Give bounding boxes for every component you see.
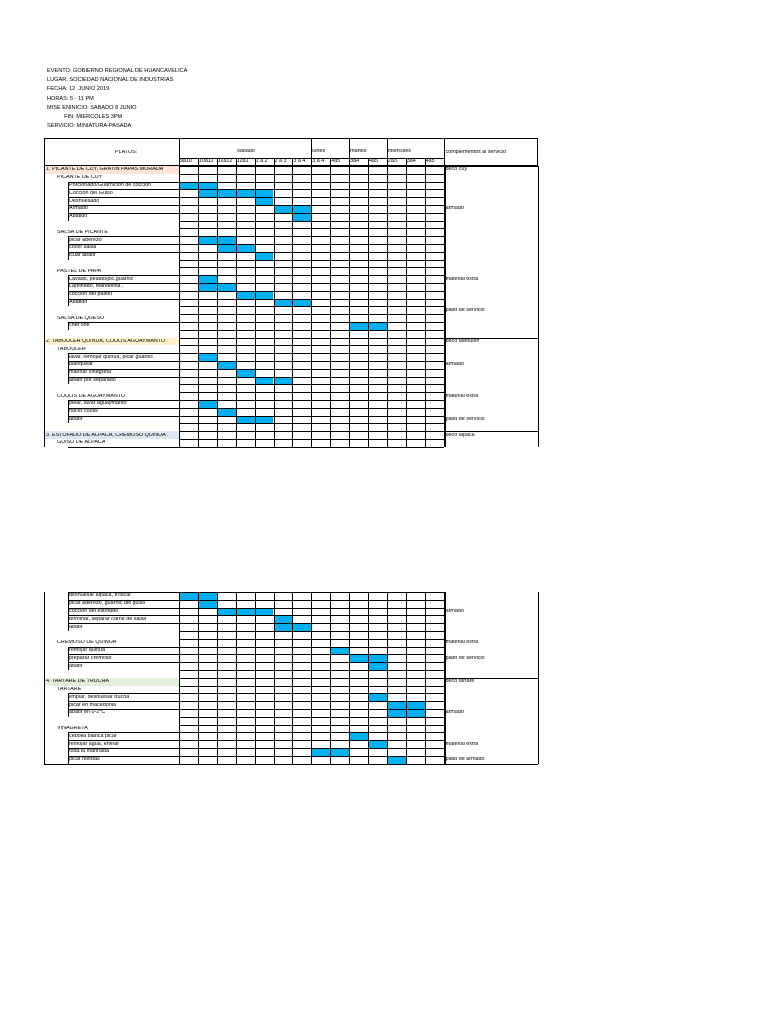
hour-header: 3a4: [406, 159, 416, 164]
grid-line: [349, 158, 350, 166]
grid-line: [68, 608, 69, 616]
hour-header: 3 a 4: [312, 159, 325, 164]
gantt-bar: [255, 252, 274, 260]
task-label: cebolla blanca picar: [69, 733, 117, 739]
section-title: 1. PICANTE DE CUY, GRATIN PAPAS MORADA: [46, 167, 164, 173]
gantt-bar: [311, 748, 330, 756]
component-title: COULIS DE AGUAYMANTO: [57, 393, 126, 399]
grid-line: [236, 166, 237, 447]
grid-line: [68, 244, 179, 245]
grid-line: [217, 158, 218, 166]
task-label: Abatido: [69, 300, 88, 305]
gantt-bar: [217, 608, 236, 616]
day-header: martes: [350, 149, 367, 154]
hour-header: 4a5: [331, 159, 341, 164]
grid-line: [274, 158, 275, 166]
gantt-bar: [292, 213, 311, 221]
grid-line: [68, 732, 69, 740]
gantt-bar: [217, 408, 236, 416]
gantt-bar: [236, 608, 255, 616]
grid-line: [68, 197, 179, 198]
grid-line: [255, 166, 256, 447]
gantt-bar: [349, 732, 368, 740]
grid-line: [179, 166, 180, 447]
gantt-bar: [236, 369, 255, 377]
grid-line: [68, 205, 179, 206]
complemento-note: material extra: [445, 741, 479, 747]
header-line: FECHA: 12 JUNIO 2019: [47, 86, 110, 93]
grid-line: [68, 662, 179, 663]
grid-line: [445, 166, 446, 447]
grid-line: [68, 654, 69, 662]
gantt-bar: [255, 189, 274, 197]
gantt-bar: [179, 592, 198, 600]
gantt-bar: [236, 291, 255, 299]
hour-header: 3 a 4: [293, 159, 306, 164]
grid-line: [406, 158, 407, 166]
task-label: hacer coulis: [69, 409, 98, 415]
grid-line: [68, 408, 69, 416]
grid-line: [198, 158, 199, 166]
grid-line: [68, 693, 179, 694]
grid-line: [68, 236, 69, 244]
header-line: HORAS: 5 - 11 PM: [47, 95, 94, 102]
complemento-note: material extra: [445, 640, 479, 646]
gantt-bar: [217, 244, 236, 252]
task-label: Armado: [69, 206, 88, 212]
grid-line: [217, 592, 218, 764]
task-label: picar aderezo, guarnic del guiso: [69, 601, 146, 607]
header-line: LUGAR: SOCIEDAD NACIONAL DE INDUSTRIAS: [47, 77, 174, 84]
task-label: picar en macedonia: [69, 702, 117, 708]
grid-line: [68, 353, 69, 361]
complemento-note: material extra: [445, 276, 479, 282]
grid-line: [274, 592, 275, 764]
grid-line: [387, 166, 388, 447]
task-label: abatir: [69, 663, 83, 669]
platos-header: PLATOS:: [115, 150, 138, 155]
grid-line: [68, 299, 69, 307]
grid-line: [68, 400, 179, 401]
grid-line: [68, 182, 69, 190]
grid-line: [349, 592, 350, 764]
grid-line: [68, 647, 69, 655]
grid-line: [68, 756, 69, 764]
header-line: EVENTO: GOBIERNO REGIONAL DE HUANCAVELICA: [47, 68, 188, 74]
grid-line: [349, 166, 350, 447]
grid-line: [179, 447, 444, 448]
grid-line: [368, 592, 369, 764]
complemento-note: armado: [445, 362, 464, 368]
grid-line: [444, 166, 538, 167]
grid-line: [444, 678, 538, 679]
task-label: Laminado, Mandolina ,: [69, 284, 124, 290]
grid-line: [68, 283, 179, 284]
grid-line: [368, 158, 369, 166]
gantt-bar: [217, 361, 236, 369]
component-title: SALSA DE QUESO: [57, 315, 105, 321]
grid-line: [68, 709, 179, 710]
gantt-bar: [255, 416, 274, 424]
gantt-bar: [198, 236, 217, 244]
task-label: picar hierbas: [69, 757, 100, 763]
gantt-bar: [255, 608, 274, 616]
hour-header: 2a3: [387, 159, 397, 164]
gantt-bar: [255, 291, 274, 299]
task-label: coccion del pastel: [69, 292, 112, 298]
task-label: lavar, remojar quinua, picar guarnic: [69, 354, 154, 360]
hour-header: 4a5: [369, 159, 378, 164]
component-title: CREMOSO DE QUINUA: [57, 640, 117, 646]
hour-header: 11a12: [217, 159, 233, 164]
grid-line: [68, 408, 179, 409]
grid-line: [68, 740, 69, 748]
grid-line: [68, 748, 69, 756]
gantt-bar: [368, 654, 387, 662]
grid-line: [68, 283, 69, 291]
grid-line: [330, 166, 331, 447]
complemento-note: deco cuy: [445, 167, 468, 173]
grid-line: [311, 158, 312, 166]
gantt-bar: [387, 756, 406, 764]
grid-line: [330, 592, 331, 764]
grid-line: [68, 369, 179, 370]
component-title: PASTEL DE PAPA: [57, 268, 102, 274]
grid-line: [68, 693, 69, 701]
grid-line: [255, 158, 256, 166]
grid-line: [425, 158, 426, 166]
task-label: abatir por separado: [69, 378, 116, 383]
grid-line: [68, 369, 69, 377]
grid-line: [68, 701, 179, 702]
gantt-bar: [349, 322, 368, 330]
grid-line: [68, 182, 179, 183]
grid-line: [179, 592, 180, 764]
grid-line: [538, 166, 539, 447]
day-header: sabado: [237, 149, 255, 154]
grid-line: [236, 158, 237, 166]
task-label: Cocción del Guiso: [69, 190, 113, 196]
grid-line: [330, 158, 331, 166]
grid-line: [68, 709, 69, 717]
gantt-bar: [330, 748, 349, 756]
grid-line: [198, 592, 199, 764]
gantt-bar: [387, 709, 406, 717]
grid-line: [68, 732, 179, 733]
grid-line: [68, 647, 179, 648]
task-label: toda la marinada: [69, 749, 110, 755]
grid-line: [68, 654, 179, 655]
grid-line: [68, 701, 69, 709]
grid-line: [425, 592, 426, 764]
grid-line: [198, 166, 199, 447]
gantt-bar: [274, 623, 293, 631]
grid-line: [68, 213, 69, 221]
grid-line: [444, 138, 445, 166]
grid-line: [68, 377, 179, 378]
complemento-note: armado: [445, 609, 464, 614]
grid-line: [292, 158, 293, 166]
gantt-bar: [368, 662, 387, 670]
gantt-bar: [349, 654, 368, 662]
component-title: SALSA DE PICANTE: [57, 229, 108, 235]
task-label: preparar cremoso: [69, 655, 112, 661]
complemento-note: deco alpaca: [445, 432, 475, 438]
task-label: Porcionado/Guarnicion de cocción: [69, 183, 152, 188]
gantt-bar: [406, 709, 425, 717]
task-label: cocer salsa: [69, 245, 97, 251]
grid-line: [68, 322, 69, 330]
grid-line: [68, 197, 69, 205]
complemento-note: plato de armado: [445, 757, 485, 763]
grid-line: [444, 338, 538, 339]
grid-line: [68, 592, 69, 600]
grid-line: [406, 592, 407, 764]
gantt-bar: [236, 416, 255, 424]
complemento-note: deco tabouleh: [445, 339, 480, 344]
task-label: picar aderezo: [69, 237, 102, 243]
grid-line: [68, 275, 69, 283]
day-header: miercoles: [387, 149, 411, 154]
gantt-bar: [236, 244, 255, 252]
grid-line: [68, 592, 179, 593]
component-title: VINAGRETA: [57, 726, 88, 731]
grid-line: [68, 244, 69, 252]
gantt-bar: [368, 740, 387, 748]
grid-line: [68, 213, 179, 214]
grid-line: [68, 275, 179, 276]
complemento-note: deco tartare: [445, 679, 475, 685]
gantt-bar: [198, 353, 217, 361]
gantt-bar: [330, 647, 349, 655]
gantt-bar: [198, 275, 217, 283]
grid-line: [68, 361, 69, 369]
complemento-note: plato de servicio: [445, 307, 485, 313]
grid-line: [274, 166, 275, 447]
grid-line: [68, 615, 69, 623]
grid-line: [68, 615, 179, 616]
section-title: 4. TARTARE DE TRUCHA: [46, 679, 110, 685]
gantt-bar: [198, 182, 217, 190]
grid-line: [68, 608, 179, 609]
day-header: lunes: [312, 149, 326, 154]
gantt-bar: [255, 197, 274, 205]
gantt-bar: [217, 236, 236, 244]
header-line: SERVICIO: MINIATURA-PASADA: [47, 123, 132, 130]
grid-line: [68, 189, 69, 197]
grid-line: [68, 252, 179, 253]
grid-line: [425, 166, 426, 447]
complemento-note: armado: [445, 710, 464, 716]
grid-line: [44, 592, 45, 764]
task-label: terminar, separar carne de salsa: [69, 616, 147, 622]
grid-line: [538, 592, 539, 764]
gantt-bar: [217, 283, 236, 291]
grid-line: [236, 592, 237, 764]
grid-line: [68, 236, 179, 237]
grid-line: [68, 205, 69, 213]
hour-header: 9a10: [180, 159, 192, 164]
complemento-note: plato de servicio: [445, 417, 485, 422]
hour-header: 4a5: [425, 159, 435, 164]
gantt-bar: [198, 400, 217, 408]
gantt-bar: [368, 693, 387, 701]
component-title: TARTARE: [57, 687, 82, 692]
gantt-bar: [179, 182, 198, 190]
grid-line: [68, 748, 179, 749]
gantt-bar: [292, 205, 311, 213]
grid-line: [292, 166, 293, 447]
grid-line: [255, 592, 256, 764]
gantt-bar: [292, 623, 311, 631]
gantt-bar: [198, 592, 217, 600]
gantt-bar: [217, 189, 236, 197]
grid-line: [311, 592, 312, 764]
complementos-header: complementos al servicio: [445, 150, 507, 155]
grid-line: [68, 400, 69, 408]
gantt-bar: [274, 377, 293, 385]
gantt-bar: [198, 600, 217, 608]
grid-line: [68, 416, 69, 424]
task-label: pelar, lavar aguaymanto: [69, 401, 127, 407]
hour-header: 2 a 3: [274, 159, 287, 164]
grid-line: [311, 138, 312, 158]
grid-line: [68, 291, 69, 299]
grid-line: [368, 166, 369, 447]
grid-line: [44, 764, 538, 765]
task-label: remojar agua, enfriar: [69, 741, 120, 747]
gantt-bar: [387, 701, 406, 709]
component-title: PICANTE DE CUY: [57, 175, 103, 181]
gantt-bar: [236, 189, 255, 197]
complemento-note: material extra: [445, 393, 479, 399]
grid-line: [44, 166, 45, 447]
task-label: blanquear: [69, 362, 93, 368]
component-title: TABOULEH: [57, 346, 86, 352]
gantt-bar: [274, 299, 293, 307]
grid-line: [406, 166, 407, 447]
grid-line: [68, 416, 179, 417]
hour-header: 1 a 2: [255, 159, 268, 164]
grid-line: [68, 600, 179, 601]
grid-line: [68, 377, 69, 385]
gantt-bar: [274, 615, 293, 623]
grid-line: [68, 353, 179, 354]
grid-line: [68, 623, 179, 624]
complemento-note: plato de servicio: [445, 655, 485, 661]
grid-line: [68, 322, 179, 323]
grid-line: [311, 166, 312, 447]
gantt-bar: [368, 322, 387, 330]
task-label: abatir en 0-2°C: [69, 710, 106, 716]
component-title: GUISO DE ALPACA: [57, 440, 106, 446]
task-label: Lavado, pelado/pic.guarnic: [69, 276, 134, 282]
grid-line: [68, 252, 69, 260]
task-label: lcuar abatir: [69, 253, 96, 259]
section-title: 2. TABOULEH QUINUA, COULIS AGUAYMANTO: [46, 339, 166, 344]
task-label: limpiar, deshuesar trucha: [69, 694, 130, 700]
hour-header: 10a11: [198, 159, 214, 164]
grid-line: [68, 447, 179, 448]
section-title: 3. ESTOFADO DE ALPACA, CREMOSO QUINUA: [46, 432, 166, 438]
task-label: abatir: [69, 417, 83, 422]
grid-line: [68, 189, 179, 190]
grid-line: [387, 138, 388, 158]
grid-line: [68, 662, 69, 670]
task-label: Deshuesado: [69, 198, 100, 204]
grid-line: [68, 361, 179, 362]
gantt-bar: [292, 299, 311, 307]
task-label: remojar quinua: [69, 648, 105, 653]
task-label: chef one: [69, 323, 90, 329]
gantt-bar: [198, 283, 217, 291]
gantt-bar: [198, 189, 217, 197]
grid-line: [68, 623, 69, 631]
task-label: abatir: [69, 624, 83, 630]
hour-header: 3a4: [350, 159, 360, 164]
gantt-bar: [255, 377, 274, 385]
grid-line: [68, 756, 179, 757]
grid-line: [217, 166, 218, 447]
gantt-bar: [274, 205, 293, 213]
grid-line: [68, 740, 179, 741]
grid-line: [68, 291, 179, 292]
grid-line: [292, 592, 293, 764]
grid-line: [349, 138, 350, 158]
task-label: Abatido: [69, 214, 88, 220]
grid-line: [68, 600, 69, 608]
header-line: FIN: MIERCOLES 3PM: [47, 114, 123, 121]
grid-line: [445, 592, 446, 764]
task-label: cocción del estofado: [69, 609, 119, 614]
task-label: marinar vinagreta: [69, 370, 111, 376]
complemento-note: armado: [445, 206, 464, 212]
grid-line: [387, 592, 388, 764]
task-label: deshuesar alpaca, troscar: [69, 593, 132, 599]
gantt-bar: [406, 701, 425, 709]
grid-line: [68, 299, 179, 300]
grid-line: [387, 158, 388, 166]
header-line: MISE ENINICIO: SABADO 8 JUNIO: [47, 104, 137, 111]
hour-header: 12a1: [236, 159, 249, 164]
grid-line: [444, 431, 538, 432]
